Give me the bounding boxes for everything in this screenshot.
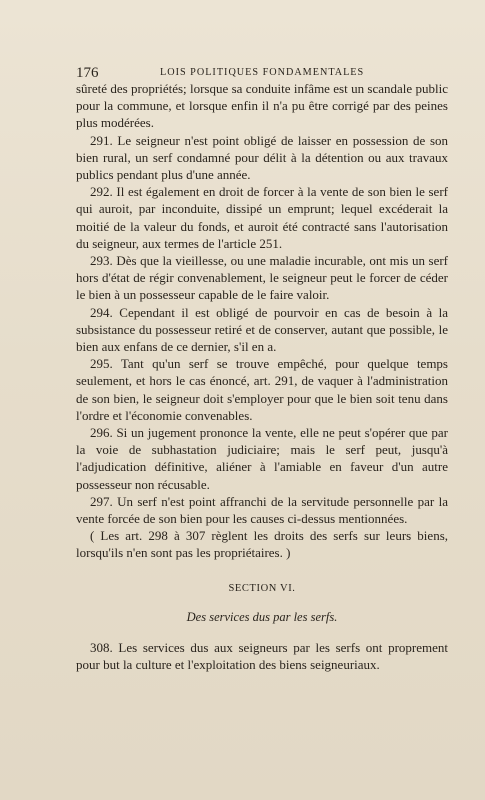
article-297: 297. Un serf n'est point affranchi de la servitude personnelle par la vente forcée de son bien pour les causes ci-dessus mentionnées. [76,493,448,527]
running-head: LOIS POLITIQUES FONDAMENTALES [160,67,365,78]
article-294: 294. Cependant il est obligé de pourvoir en cas de besoin à la subsistance du possesseur retiré et de conserver, autant que possible, le bien aux enfans de ce dernier, s'il en a. [76,304,448,355]
article-295: 295. Tant qu'un serf se trouve empêché, pour quelque temps seulement, et hors le cas énoncé, art. 291, de vaquer à l'administration de son bien, le seigneur doit s'employer pour que le bien soit tenu dans l'ordre et l'économie convenables. [76,356,448,423]
paragraph-continuation: sûreté des propriétés; lorsque sa conduite infâme est un scandale public pour la commune, et lorsque enfin il n'a pu être corrigé par des peines plus modérées. [76,81,448,131]
article-291: 291. Le seigneur n'est point obligé de laisser en possession de son bien rural, un serf condamné pour délit à la détention ou aux travaux publics pendant plus d'une année. [76,132,448,183]
page-body [76,80,448,673]
article-308: 308. Les services dus aux seigneurs par les serfs ont proprement pour but la culture et l'exploitation des biens seigneuriaux. [76,639,448,672]
section-title: SECTION VI. [228,582,296,594]
page-number: 176 [76,65,99,81]
article-292: 292. Il est également en droit de forcer à la vente de son bien le serf qui auroit, par inconduite, dissipé un emprunt; lequel excéderait la moitié de la valeur du fonds, et auroit été contracté sans l'autorisation du seigneur, aux termes de l'article 251. [76,184,448,251]
section-subtitle: Des services dus par les serfs. [186,609,338,624]
note-articles-298-307: ( Les art. 298 à 307 règlent les droits des serfs sur leurs biens, lorsqu'ils n'en sont pas les propriétaires. ) [76,528,448,561]
article-293: 293. Dès que la vieillesse, ou une maladie incurable, ont mis un serf hors d'état de régir convenablement, le seigneur peut le forcer de céder le bien à un possesseur capable de le faire valoir. [76,253,448,303]
article-296: 296. Si un jugement prononce la vente, elle ne peut s'opérer que par la voie de subhastation judiciaire; mais le serf peut, jusqu'à l'adjudication définitive, aliéner à l'amiable en faveur d'un autre possesseur non récusable. [76,425,448,492]
